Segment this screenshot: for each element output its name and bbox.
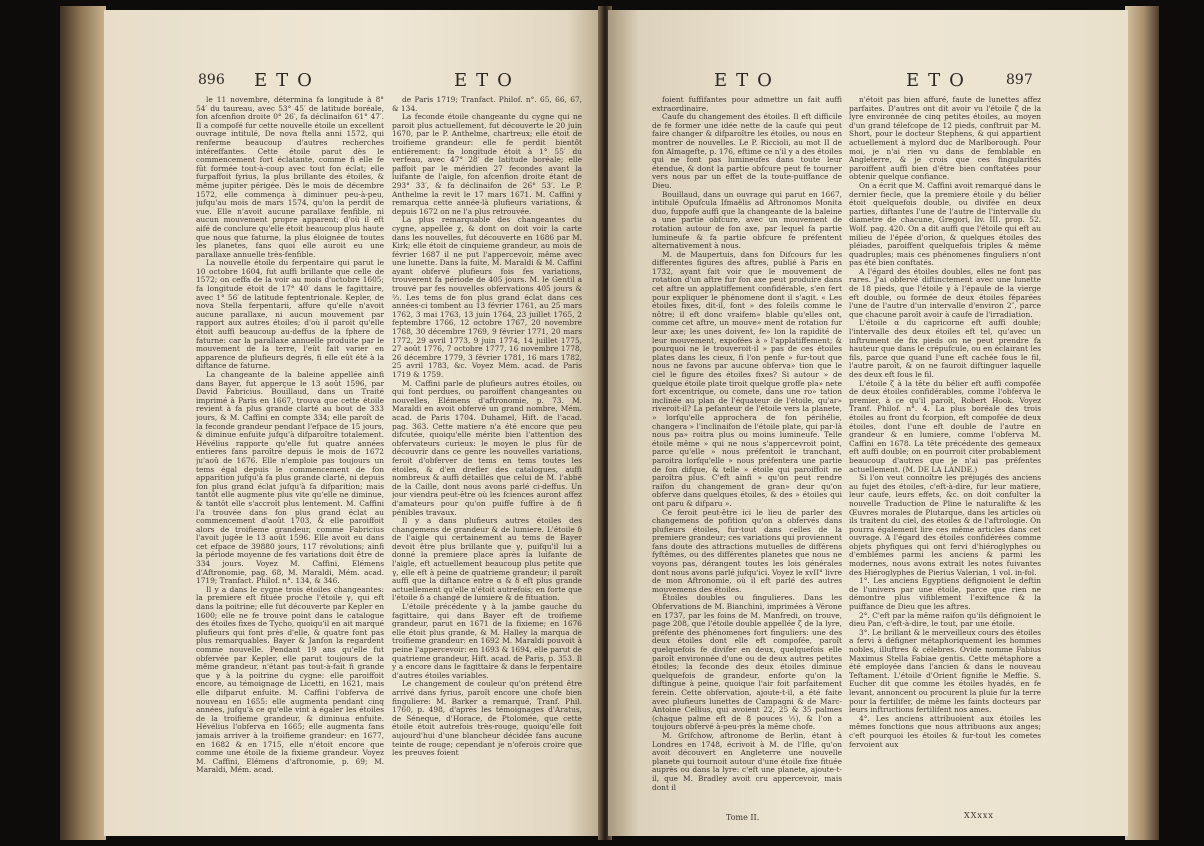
running-head-right-col1: ETO bbox=[714, 70, 781, 91]
running-head-right-col2: ETO bbox=[906, 70, 973, 91]
paragraph: foient fuffifantes pour admettre un fait auffi extraordinaire. bbox=[652, 96, 842, 113]
page-number-left: 896 bbox=[198, 72, 225, 88]
paragraph: Il y a dans le cygne trois étoiles changeantes: la premiere eft fituée proche l'étoile γ, qui eft dans la poitrine; elle fut découverte par Kepler en 1600; elle ne fe trouve point dans le catalogue des étoiles fixes de Tycho, quoiqu'il en ait marqué plufieurs qui font près d'elle, & quatre font pas plus remarquables. Bayer & Janfon la regardent comme nouvelle. Pendant 19 ans qu'elle fut obfervée par Kepler, elle parut toujours de la même grandeur, n'étant pas tout-à-fait fi grande que γ à la poitrine du cygne: elle paroiffoit encore, au témoignage de Licetti, en 1621, mais elle difparut enfuite. M. Caffini l'obferva de nouveau en 1655: elle augmenta pendant cinq années, jufqu'à ce qu'elle vint à égaler les étoiles de la troifieme grandeur, & diminua enfuite. Hévélius l'obferva en 1665; elle augmenta fans jamais arriver à la troifieme grandeur: en 1677, en 1682 & en 1715, elle n'étoit encore que comme une étoile de la fixieme grandeur. Voyez M. Caffini, Elémens d'aftronomie, p. 69; M. Maraldi, Mém. acad. bbox=[196, 584, 384, 775]
book-edge-left bbox=[60, 6, 106, 840]
text-column-right-2 bbox=[849, 96, 1041, 810]
paragraph: La plus remarquable des changeantes du cygne, appellée χ, & dont on doit voir la carte dans les nouvelles, fut découverte en 1686 par M. Kirk; elle étoit de cinquieme grandeur, au mois de février 1687 il ne put l'appercevoir, même avec une lunette. Dans la fuite, M. Maraldi & M. Caffini ayant obfervé plufieurs fois fes variations, trouverent fa période de 405 jours. M. le Gentil a trouvé par fes nouvelles obfervations 405 jours & ⅔. Les tems de fon plus grand éclat dans ces années-ci tombent au 13 février 1761, au 25 mars 1762, 3 mai 1763, 13 juin 1764, 23 juillet 1765, 2 feptembre 1766, 12 octobre 1767, 20 novembre 1768, 30 décembre 1769, 9 février 1771, 20 mars 1772, 29 avril 1773, 9 juin 1774, 14 juillet 1775, 27 août 1776, 7 octobre 1777, 16 novembre 1778, 26 décembre 1779, 3 février 1781, 16 mars 1782, 25 avril 1783, &c. Voyez Mém. acad. de Paris 1719 & 1759. bbox=[392, 215, 582, 379]
paragraph: Étoiles doubles ou fingulieres. Dans les Obfervations de M. Bianchini, imprimées à Vérone en 1737, par les foins de M. Manfredi, on trouve, page 208, que l'étoile double appellée ζ de la lyre, préfente des phénomenes fort finguliers: une des deux étoiles dont elle eft compofée, paroît quelquefois fe divifer en deux, quelquefois elle paroît environnée d'une ou de deux autres petites étoiles; la feconde des deux étoiles diminue quelquefois de grandeur, enforte qu'on la diftingue à peine, quoique l'air foit parfaitement ferein. Cette obfervation, ajoute-t-il, a été faite avec plufieurs lunettes de Campagni & de Marc-Antoine Cellius, qui avoient 22, 25 & 35 palmes (chaque palme eft de 8 pouces ⅓), & l'on a toujours obfervé à-peu-près la même chofe. bbox=[652, 593, 842, 732]
left-page bbox=[104, 10, 602, 836]
paragraph: On a écrit que M. Caffini avoit remarqué dans le dernier fiecle, que la premiere étoile γ du bélier étoit quelquefois double, ou divifée en deux parties, diftantes l'une de l'autre de l'intervalle du diametre de chacune, Gregori, liv. III. prop. 52. Wolf. pag. 420. On a dit auffi que l'étoile qui eft au milieu de l'épée d'orion, & quelques étoiles des pléiades, paroiffent quelquefois triples & même quadruples; mais ces phénomenes finguliers n'ont pas été bien conftatés. bbox=[849, 180, 1041, 268]
paragraph: L'étoile α du capricorne eft auffi double; l'intervalle des deux étoiles eft tel, qu'avec un inftrument de fix pieds on ne peut prendre fa hauteur que dans le crépufcule, ou en éclairant les fils, parce que quand l'une eft cachée fous le fil, l'autre paroît, & on ne fauroit diftinguer laquelle des deux eft fous le fil. bbox=[849, 318, 1041, 379]
paragraph: Bouillaud, dans un ouvrage qui parut en 1667, intitulé Opufcula Ifmaëlis ad Aftronomos Monita duo, fuppofe auffi que la changeante de la baleine a une partie obfcure, avec un mouvement de rotation autour de fon axe, par lequel fa partie lumineufe & fa partie obfcure fe préfentent alternativement à nous. bbox=[652, 189, 842, 251]
paragraph: M. Grifchow, aftronome de Berlin, étant à Londres en 1748, écrivoit à M. de l'Ifle, qu'on avoit découvert en Angleterre une nouvelle planete qui tournoit autour d'une étoile fixe fituée auprès ou dans la lyre: c'eft une planete, ajoute-t-il, que M. Bradley avoit cru appercevoir, mais dont il bbox=[652, 730, 842, 792]
text-column-left-1 bbox=[196, 96, 384, 810]
signature-mark: XXxxx bbox=[964, 811, 994, 820]
paragraph: 3°. Le brillant & le merveilleux cours des étoiles a fervi à défigner métaphoriquement les hommes nobles, illuftres & célebres. Ovide nomme Fabius Maximus Stella Fabiae gentis. Cette métaphore a été employée dans l'ancien & dans le nouveau Teftament. L'étoile d'Orient fignifie le Meffie. S. Eucher dit que comme les étoiles hyadés, en fe levant, annoncent ou procurent la pluie fur la terre pour la fertilifer, de même les faints docteurs par leurs inftructions fertilifent nos ames. bbox=[849, 627, 1041, 715]
book-edge-right bbox=[1125, 6, 1159, 840]
paragraph: L'étoile ζ à la tête du bélier eft auffi compofée de deux étoiles confidérables, comme l'obferva le premier, à ce qu'il paroît, Robert Hook. Voyez Tranf. Philof. n°. 4. La plus boréale des trois étoiles au front du fcorpion, eft compofée de deux étoiles, dont l'une eft double de l'autre en grandeur & en lumiere, comme l'obferva M. Caffini en 1678. La tête précédente des gemeaux eft auffi double; on en pourroit citer probablement beaucoup d'autres que je n'ai pas préfentes actuellement. (M. DE LA LANDE.) bbox=[849, 378, 1041, 474]
footer-tome: Tome II. bbox=[726, 813, 760, 822]
paragraph: La nouvelle étoile du ferpentaire qui parut le 10 octobre 1604, fut auffi brillante que celle de 1572; on ceffa de la voir au mois d'octobre 1605; fa longitude étoit de 17° 40′ dans le fagittaire, avec 1° 56′ de latitude feptentrionale. Kepler, de nova Stella ferpentarii, affure qu'elle n'avoit aucune parallaxe, ni aucun mouvement par rapport aux autres étoiles; d'où il paroit qu'elle étoit auffi beaucoup au-deffus de la fphere de faturne: car la parallaxe annuelle produite par le mouvement de la terre, l'eût fait varier en apparence de plufieurs degrés, fi elle eût été à la diftance de faturne. bbox=[196, 258, 384, 371]
paragraph: n'étoit pas bien affuré, faute de lunettes affez parfaites. D'autres ont dit avoir vu l'étoile ζ de la lyre environnée de cinq petites étoiles, au moyen d'un grand télefcope de 12 pieds, conftruit par M. Short, pour le docteur Stephens, & qui appartient actuellement à mylord duc de Marlborough. Pour moi, je n'ai rien vu dans de femblable en Angleterre, & je crois que ces fingularités paroiffent auffi bien d'être bien conftatées pour obtenir quelque confiance. bbox=[849, 96, 1041, 182]
paragraph: Caufe du changement des étoiles. Il eft difficile de fe former une idée nette de la caufe qui peut faire changer & difparoître les étoiles, ou nous en montrer de nouvelles. Le P. Riccioli, au mot II de fon Almagefte, p. 176, eftime ce n'il y a des étoiles qui ne font pas lumineufes dans toute leur étendue, & dont la partie obfcure peut fe tourner vers nous par un effet de la toute-puiffance de Dieu. bbox=[652, 112, 842, 190]
running-head-left-col1: ETO bbox=[254, 70, 321, 91]
paragraph: de Paris 1719; Tranfact. Philof. n°. 65, 66, 67, & 134. bbox=[392, 96, 582, 113]
text-column-left-2 bbox=[392, 96, 582, 810]
paragraph: Il y a dans plufieurs autres étoiles des changemens de grandeur & de lumiere. L'étoile δ de l'aigle qui certainement au tems de Bayer devoit être plus brillante que γ, puifqu'il lui a donné la premiere place après la luifante de l'aigle, eft actuellement beaucoup plus petite que γ, elle eft à peine de quatrieme grandeur; il paroît auffi que la diftance entre α & δ eft plus grande actuellement qu'elle n'étoit autrefois; en forte que l'étoile δ a changé de lumiere & de fituation. bbox=[392, 516, 582, 603]
paragraph: La feconde étoile changeante du cygne qui ne paroit plus actuellement, fut découverte le 20 juin 1670, par le P. Anthelme, chartreux; elle étoit de troifieme grandeur: elle fe perdit bientôt entiérement: fa longitude étoit à 1° 55′ du verfeau, avec 47° 28′ de latitude boréale; elle paffoit par le méridien 27 fecondes avant la luifante de l'aigle, fon afcenfion droite étant de 293° 33′, & fa déclinaifon de 26° 53′. Le P. Anthelme la revit le 17 mars 1671. M. Caffini y remarqua cette année-là plufieurs variations, & depuis 1672 on ne l'a plus retrouvée. bbox=[392, 112, 582, 216]
right-page bbox=[608, 10, 1128, 836]
paragraph: 2°. C'eft par la même raifon qu'ils défignoient le dieu Pan, c'eft-à-dire, le tout, par une étoile. bbox=[849, 610, 1041, 629]
paragraph: Le changement de couleur qu'on prétend être arrivé dans fyrius, paroît encore une chofe bien finguliere: M. Barker a remarqué, Tranf. Phil. 1760, p. 498, d'après les témoignages d'Aratus, de Séneque, d'Horace, de Ptolomée, que cette étoile étoit autrefois très-rouge, quoiqu'elle foit aujourd'hui d'une blancheur décidée fans aucune teinte de rouge; cependant je n'oferois croire que les preuves foient bbox=[392, 679, 582, 758]
paragraph: A l'égard des étoiles doubles, elles ne font pas rares. J'ai obfervé diftinctement avec une lunette de 18 pieds, que l'étoile γ à l'épaule de la vierge eft double, ou formée de deux étoiles féparées l'une de l'autre d'un intervalle d'environ 2″, parce que chacune paroît avoir à caufe de l'irradiation. bbox=[849, 266, 1041, 319]
paragraph: L'étoile précédente γ à la jambe gauche du fagittaire, qui dans Bayer eft de troifieme grandeur, parut en 1671 de la fixieme; en 1676 elle étoit plus grande, & M. Halley la marqua de troifieme grandeur: en 1692 M. Maraldi pouvoit à peine l'appercevoir: en 1693 & 1694, elle parut de quatrieme grandeur, Hift. acad. de Paris, p. 353. Il y a encore dans le fagittaire & dans le ferpentaire d'autres étoiles variables. bbox=[392, 602, 582, 680]
running-head-left-col2: ETO bbox=[454, 70, 521, 91]
paragraph: Ce feroit peut-être ici le lieu de parler des changemens de pofition qu'on a obfervés dans plufieurs étoiles, fur-tout dans celles de la premiere grandeur; ces variations qui proviennent fans doute des attractions mutuelles de différens fyftêmes, ou des différentes planetes que nous ne voyons pas, dérangent toutes les lois générales dont nous avons parlé jufqu'ici. Voyez le xvII° livre de mon Aftronomie, où il eft parlé des autres mouvemens des étoiles. bbox=[652, 507, 842, 594]
paragraph: le 11 novembre, détermina fa longitude à 8° 54′ du taureau, avec 53° 45′ de latitude boréale, fon afcenfion droite 0° 26′, fa déclinaifon 61° 47′. Il a compofé fur cette nouvelle étoile un excellent ouvrage intitulé, De nova ftella anni 1572, qui renferme beaucoup d'autres recherches intéreffantes. Cette étoile parut dès le commencement fort éclatante, comme fi elle fe fût formée tout-à-coup avec tout fon éclat; elle furpaffoit fyrius, la plus brillante des étoiles, & même jupiter périgée. Dès le mois de décembre 1572, elle commença à diminuer peu-à-peu, jufqu'au mois de mars 1574, qu'on la perdit de vue. Elle n'avoit aucune parallaxe fenfible, ni aucun mouvement propre apparent; d'où il eft aifé de conclure qu'elle étoit beaucoup plus haute que nous que faturne, la plus éloignée de toutes les planetes, fans quoi elle auroit eu une parallaxe annuelle très-fenfible. bbox=[196, 96, 384, 259]
page-number-right: 897 bbox=[1006, 72, 1033, 88]
paragraph: M. de Maupertuis, dans fon Difcours fur les differentes figures des aftres, publié à Paris en 1732, ayant fait voir que le mouvement de rotation d'un aftre fur fon axe peut produire dans cet aftre un applatiffement confidérable, s'en fert pour expliquer le phénomene dont il s'agit. « Les étoiles fixes, dit-il, font » des foleils comme le nôtre; il eft donc vraifem» blable qu'elles ont, comme cet aftre, un mouve» ment de rotation fur leur axe; les unes doivent, fe» lon la rapidité de leur mouvement, expofées à » l'applatiffement; & pourquoi ne le trouveroit-il » pas de ces étoiles plates dans les cieux, fi l'on penfe » fur-tout que nous ne favons par aucune obferva» tion que le ciel le figure des étoiles fixes? Si autour » de quelque étoile plate tiroit quelque groffe pla» nete fort excentrique, ou comete, dans une ro» tation inclinée au plan de l'équateur de l'étoile, qu'ar» riveroit-il? La pefanteur de l'étoile vers la planete, » lorfqu'elle approchera de fon périhélie, changera » l'inclinaifon de l'étoile plate, qui par-là nous pa» roitra plus ou moins lumineufe. Telle étoile même » qui ne nous s'appercevroit point, parce qu'elle » nous préfentoit le tranchant, paroitra lorfqu'elle » nous préfentera une partie de fon difque, & telle » étoile qui paroiffoit ne paroîtra plus. C'eft ainfi » qu'on peut rendre raifon du changement de gran» deur qu'on obferve dans quelques étoiles, & des » étoiles qui ont paru & difparu ». bbox=[652, 249, 842, 508]
paragraph: La changeante de la baleine appellée ainfi dans Bayer, fut apperçue le 13 août 1596, par David Fabricius. Bouillaud, dans un Traité imprimé à Paris en 1667, trouva que cette étoile revient à fa plus grande clarté au bout de 333 jours, & M. Caffini en compte 334; elle paroît de la feconde grandeur pendant l'efpace de 15 jours, & diminue enfuite jufqu'à difparoître totalement. Hévélius rapporte qu'elle fut quatre années entieres fans paroître depuis le mois de 1672 ju'aoû de 1676. Elle n'emploie pas toujours un tems égal depuis le commencement de fon apparition jufqu'à fa plus grande clarté, ni depuis fon plus grand éclat jufqu'à fa difparition; mais tantôt elle augmente plus vite qu'elle ne diminue, & tantôt elle s'accroît plus lentement. M. Caffini l'a trouvée dans fon plus grand éclat au commencement d'août 1703, & elle paroiffoit alors de troifieme grandeur, comme Fabricius l'avoit jugée le 13 août 1596. Elle avoit eu dans cet efpace de 39880 jours, 117 révolutions; ainfi la période moyenne de fes variations doit être de 334 jours. Voyez M. Caffini, Elémens d'Aftronomie, pag. 68, M. Maraldi, Mém. acad. 1719; Tranfact. Philof. n°. 134, & 346. bbox=[196, 370, 384, 586]
paragraph: M. Caffini parle de plufieurs autres étoiles, ou qui font perdues, ou paroiffent changeantes ou nouvelles, Elémens d'aftronomie, p. 73. M. Maraldi en avoit obfervé un grand nombre, Mém. acad. de Paris 1704. Duhamel, Hift. de l'acad. pag. 363. Cette matiere n'a été encore que peu difcutée, quoiqu'elle mérite bien l'attention des obfervateurs curieux: le moyen le plus fûr de découvrir dans ce genre les nouvelles variations, feroit d'obferver de tems en tems toutes les étoiles, & d'en drefler des catalogues, auffi nombreux & auffi détaillés que celui de M. l'abbé de la Caille, dont nous avons parlé ci-deffus. Un jour viendra peut-être où les fciences auront affez d'amateurs pour qu'on puiffe fuffire à de fi pénibles travaux. bbox=[392, 378, 582, 517]
paragraph: 4°. Les anciens attribuoient aux étoiles les mêmes fonctions que nous attribuons aux anges; c'eft pourquoi les étoiles & fur-tout les cometes fervoient aux bbox=[849, 713, 1041, 749]
text-column-right-1 bbox=[652, 96, 842, 810]
paragraph: Si l'on veut connoître les préjugés des anciens au fujet des étoiles, c'eft-à-dire, fur leur matiere, leur caufe, leurs effets, &c. on doit confulter la nouvelle Traduction de Pline le naturalifte & les Œuvres morales de Plutarque, dans les articles où ils traitent du ciel, des étoiles & de l'aftrologie. On pourra également lire ces même articles dans cet ouvrage. A l'égard des étoiles confidérées comme objets phyfiques qui ont fervi d'hiéroglyphes ou d'emblêmes parmi les anciens & parmi les modernes, nous avons extrait les notes fuivantes des Hiéroglyphes de Pierius Valerian, 1 vol. in-fol. bbox=[849, 473, 1041, 577]
paragraph: 1°. Les anciens Egyptiens défignoient le deftin de l'univers par une étoile, parce que rien ne démontre plus vifiblement l'exiftence & la puiffance de Dieu que les aftres. bbox=[849, 576, 1041, 612]
